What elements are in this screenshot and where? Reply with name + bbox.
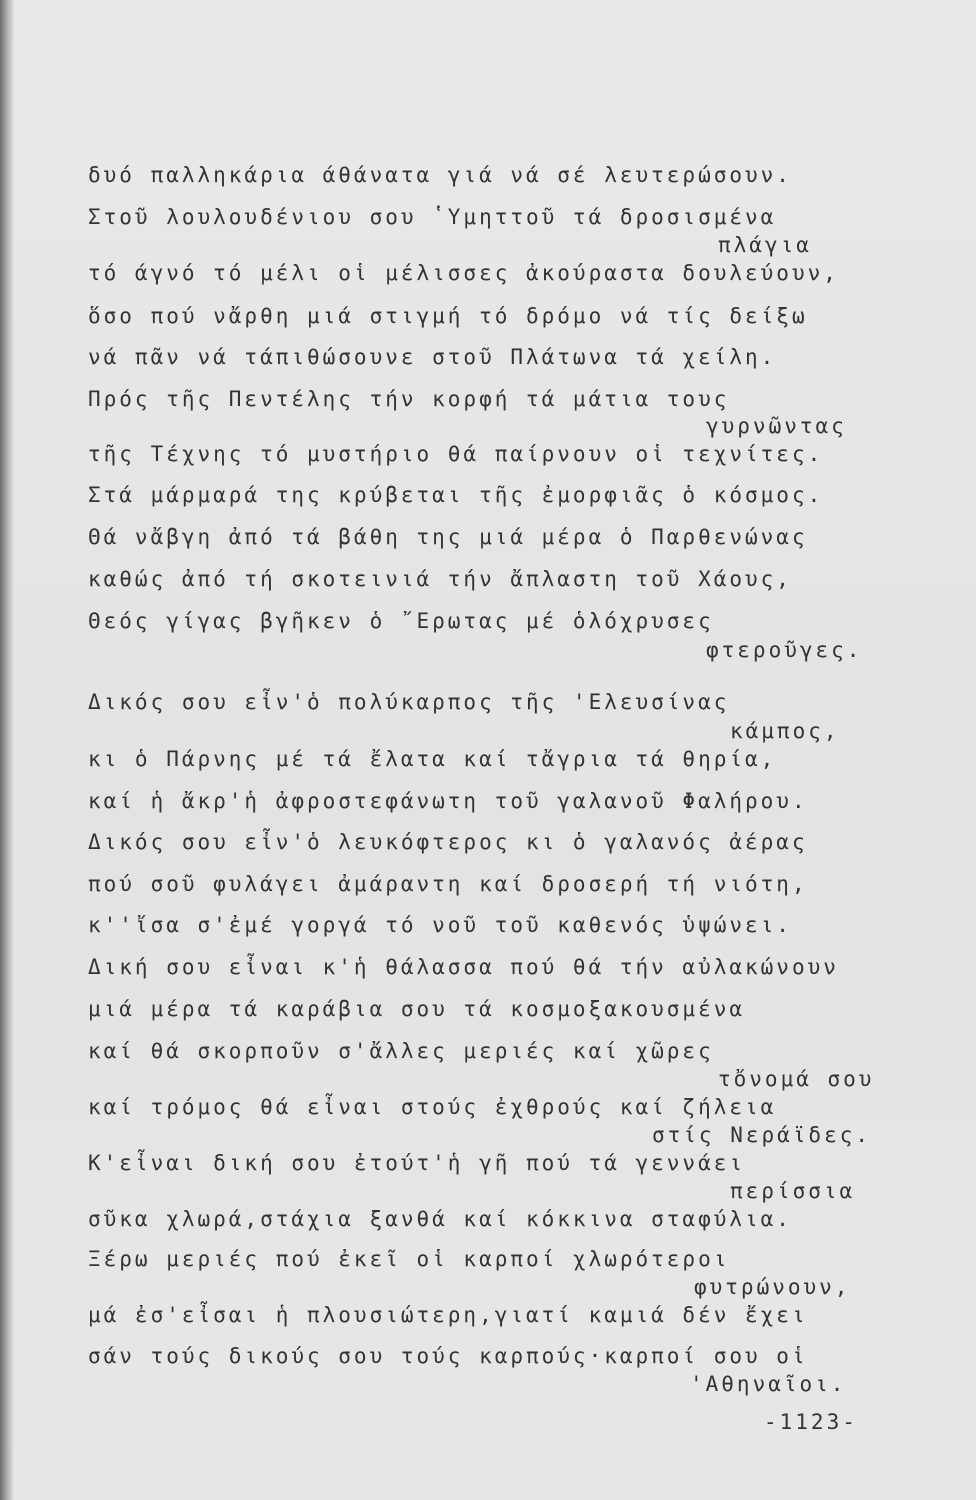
poem-line: σάν τούς δικούς σου τούς καρπούς·καρποί σου οἱ	[88, 1344, 808, 1368]
poem-line: τὄνομά σου	[718, 1067, 875, 1091]
poem-line: τῆς Τέχνης τό μυστήριο θά παίρνουν οἱ τεχνίτες.	[88, 442, 824, 466]
poem-line: φυτρώνουν,	[694, 1275, 851, 1299]
poem-line: Στά μάρμαρά της κρύβεται τῆς ἐμορφιᾶς ὁ κόσμος.	[88, 483, 824, 507]
poem-line: πλάγια	[718, 233, 812, 257]
poem-line: κ''ἴσα σ'ἐμέ γοργά τό νοῦ τοῦ καθενός ὑψώνει.	[88, 913, 792, 937]
poem-line: Δικός σου εἶν'ὁ λευκόφτερος κι ὁ γαλανός ἀέρας	[88, 830, 808, 854]
poem-line: πού σοῦ φυλάγει ἀμάραντη καί δροσερή τή νιότη,	[88, 872, 808, 896]
poem-line: 'Αθηναῖοι.	[690, 1372, 847, 1396]
poem-line: τό άγνό τό μέλι οἱ μέλισσες ἀκούραστα δουλεύουν,	[88, 261, 839, 285]
poem-line: Δική σου εἶναι κ'ἡ θάλασσα πού θά τήν αὐλακώνουν	[88, 955, 839, 979]
poem-line: Δικός σου εἶν'ὁ πολύκαρπος τῆς 'Ελευσίνας	[88, 690, 730, 714]
poem-line: φτεροῦγες.	[706, 638, 863, 662]
poem-line: περίσσια	[730, 1179, 856, 1203]
poem-line: κάμπος,	[730, 719, 840, 743]
poem-line: δυό παλληκάρια άθάνατα γιά νά σέ λευτερώσουν.	[88, 163, 792, 187]
poem-line: καί θά σκορποῦν σ'ἄλλες μεριές καί χῶρες	[88, 1039, 714, 1063]
poem-line: Πρός τῆς Πεντέλης τήν κορφή τά μάτια τους	[88, 387, 730, 411]
poem-line: Ξέρω μεριές πού ἐκεῖ οἱ καρποί χλωρότεροι	[88, 1247, 730, 1271]
poem-line: σῦκα χλωρά,στάχια ξανθά καί κόκκινα σταφύλια.	[88, 1207, 792, 1231]
poem-line: Θά νἄβγη ἀπό τά βάθη της μιά μέρα ὁ Παρθενώνας	[88, 525, 808, 549]
poem-line: στίς Νεράϊδες.	[652, 1123, 872, 1147]
poem-line: μιά μέρα τά καράβια σου τά κοσμοξακουσμένα	[88, 997, 746, 1021]
poem-line: καθώς ἀπό τή σκοτεινιά τήν ἄπλαστη τοῦ Χάους,	[88, 567, 792, 591]
poem-line: Θεός γίγας βγῆκεν ὁ ῎Ερωτας μέ ὁλόχρυσες	[88, 609, 714, 633]
poem-line: μά ἐσ'εἶσαι ἡ πλουσιώτερη,γιατί καμιά δέν ἔχει	[88, 1303, 808, 1327]
poem-line: Κ'εἶναι δική σου ἐτούτ'ἡ γῆ πού τά γεννάει	[88, 1151, 746, 1175]
poem-line: Στοῦ λουλουδένιου σου ʽΥμηττοῦ τά δροσισμένα	[88, 205, 777, 229]
poem-line: γυρνῶντας	[706, 414, 847, 438]
poem-line: καί τρόμος θά εἶναι στούς ἐχθρούς καί ζήλεια	[88, 1095, 777, 1119]
poem-line: νά πᾶν νά τάπιθώσουνε στοῦ Πλάτωνα τά χείλη.	[88, 345, 777, 369]
poem-line: κι ὁ Πάρνης μέ τά ἔλατα καί τἄγρια τά θηρία,	[88, 747, 777, 771]
page-number: -1123-	[764, 1410, 858, 1434]
poem-line: καί ἡ ἄκρ'ἡ ἀφροστεφάνωτη τοῦ γαλανοῦ Φαλήρου.	[88, 789, 808, 813]
poem-line: ὅσο πού νἄρθη μιά στιγμή τό δρόμο νά τίς δείξω	[88, 304, 808, 328]
